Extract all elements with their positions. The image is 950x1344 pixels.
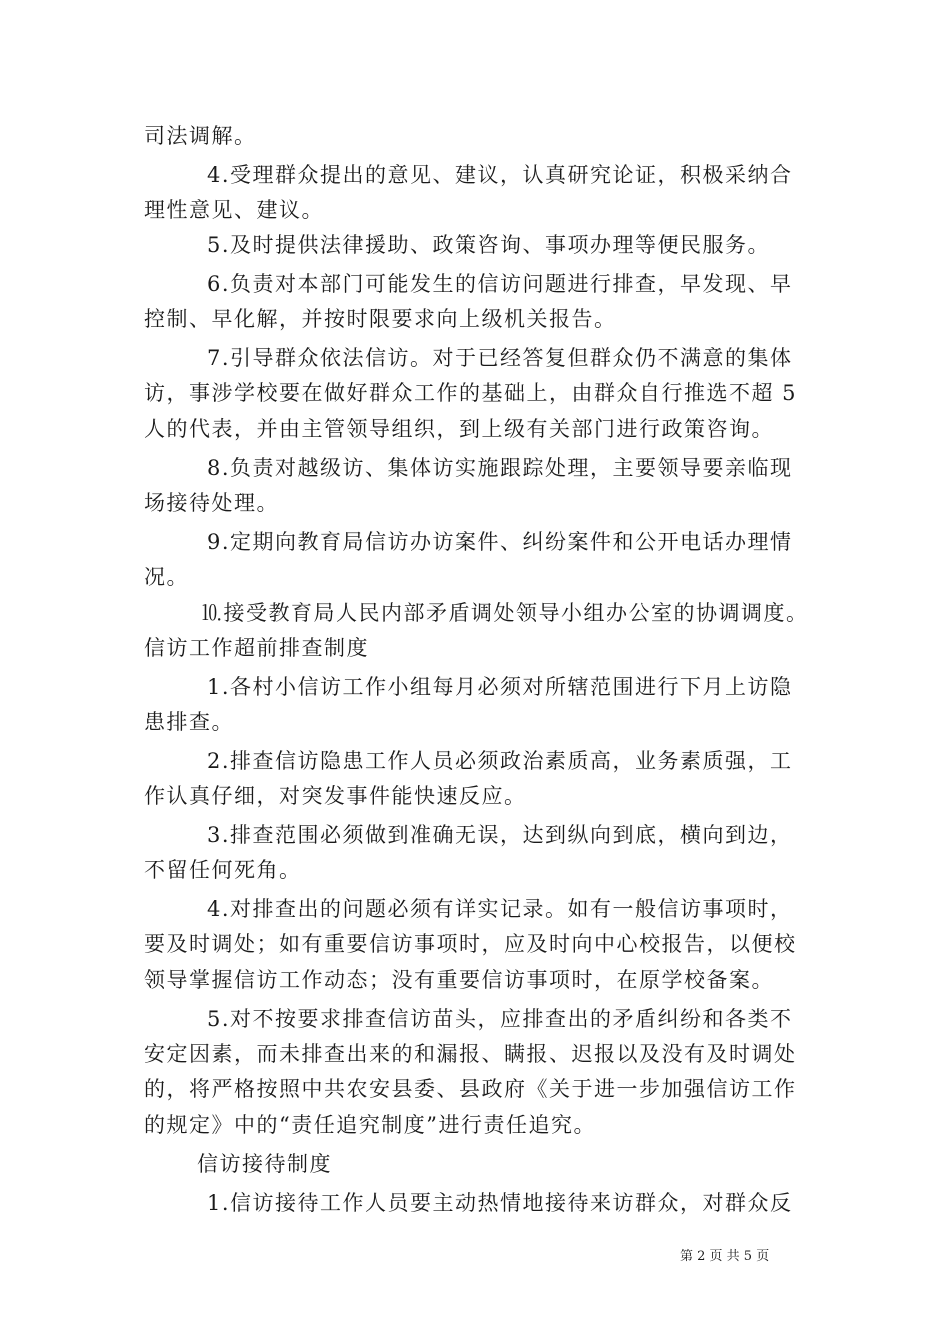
text-line: 作认真仔细，对突发事件能快速反应。 [144, 784, 527, 808]
text-line: 1.各村小信访工作小组每月必须对所辖范围进行下月上访隐 [207, 675, 793, 699]
text-line: 4.对排查出的问题必须有详实记录。如有一般信访事项时， [207, 897, 793, 921]
text-line: 5.对不按要求排查信访苗头，应排查出的矛盾纠纷和各类不 [207, 1007, 793, 1031]
text-line: 7.引导群众依法信访。对于已经答复但群众仍不满意的集体 [207, 346, 793, 370]
text-line: 1.信访接待工作人员要主动热情地接待来访群众，对群众反 [207, 1191, 793, 1215]
text-line: 控制、早化解，并按时限要求向上级机关报告。 [144, 307, 617, 331]
text-line: 司法调解。 [144, 124, 257, 148]
text-line: 场接待处理。 [144, 491, 279, 515]
text-line: 理性意见、建议。 [144, 198, 324, 222]
text-line: 5.及时提供法律援助、政策咨询、事项办理等便民服务。 [207, 233, 771, 257]
text-line: 人的代表，并由主管领导组织，到上级有关部门进行政策咨询。 [144, 417, 774, 441]
text-line: 8.负责对越级访、集体访实施跟踪处理，主要领导要亲临现 [207, 456, 793, 480]
text-line: 安定因素，而未排查出来的和漏报、瞒报、迟报以及没有及时调处 [144, 1042, 797, 1066]
text-line: 6.负责对本部门可能发生的信访问题进行排查，早发现、早 [207, 272, 793, 296]
page-number: 第 2 页 共 5 页 [680, 1249, 770, 1264]
section-heading: 信访工作超前排查制度 [144, 636, 369, 660]
text-line: 访，事涉学校要在做好群众工作的基础上，由群众自行推选不超 5 [144, 381, 798, 405]
text-line: 9.定期向教育局信访办访案件、纠纷案件和公开电话办理情 [207, 530, 793, 554]
text-line: 的规定》中的“责任追究制度”进行责任追究。 [144, 1113, 596, 1137]
text-line: 的，将严格按照中共农安县委、县政府《关于进一步加强信访工作 [144, 1077, 797, 1101]
text-line: 况。 [144, 565, 189, 589]
text-line: 要及时调处；如有重要信访事项时，应及时向中心校报告，以便校 [144, 932, 797, 956]
text-line: ⒑接受教育局人民内部矛盾调处领导小组办公室的协调调度。 [201, 601, 809, 625]
text-line: 不留任何死角。 [144, 858, 302, 882]
section-heading: 信访接待制度 [197, 1152, 332, 1176]
text-line: 2.排查信访隐患工作人员必须政治素质高，业务素质强，工 [207, 749, 793, 773]
text-line: 3.排查范围必须做到准确无误，达到纵向到底，横向到边， [207, 823, 793, 847]
text-line: 患排查。 [144, 710, 234, 734]
text-line: 领导掌握信访工作动态；没有重要信访事项时，在原学校备案。 [144, 968, 774, 992]
text-line: 4.受理群众提出的意见、建议，认真研究论证，积极采纳合 [207, 163, 793, 187]
